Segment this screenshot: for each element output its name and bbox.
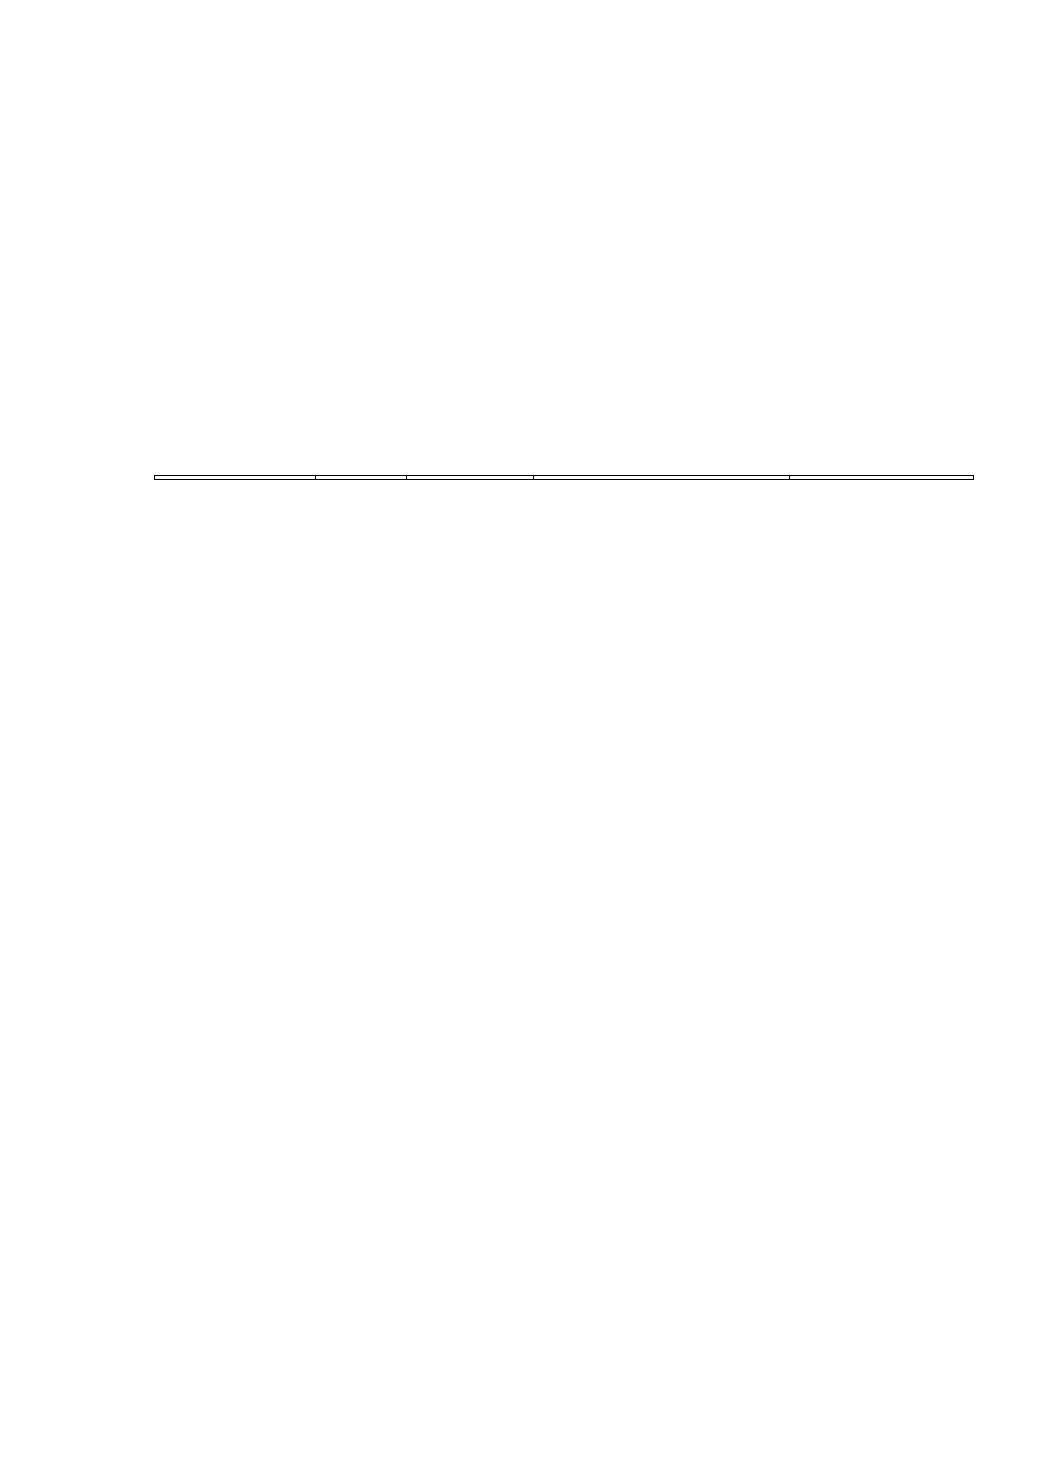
auxiliary-verb-column <box>316 476 407 480</box>
participle-column <box>407 476 534 480</box>
object-column <box>534 476 790 480</box>
subject-column <box>155 476 316 480</box>
time-column <box>790 476 974 480</box>
exercise-31-table <box>154 475 974 480</box>
